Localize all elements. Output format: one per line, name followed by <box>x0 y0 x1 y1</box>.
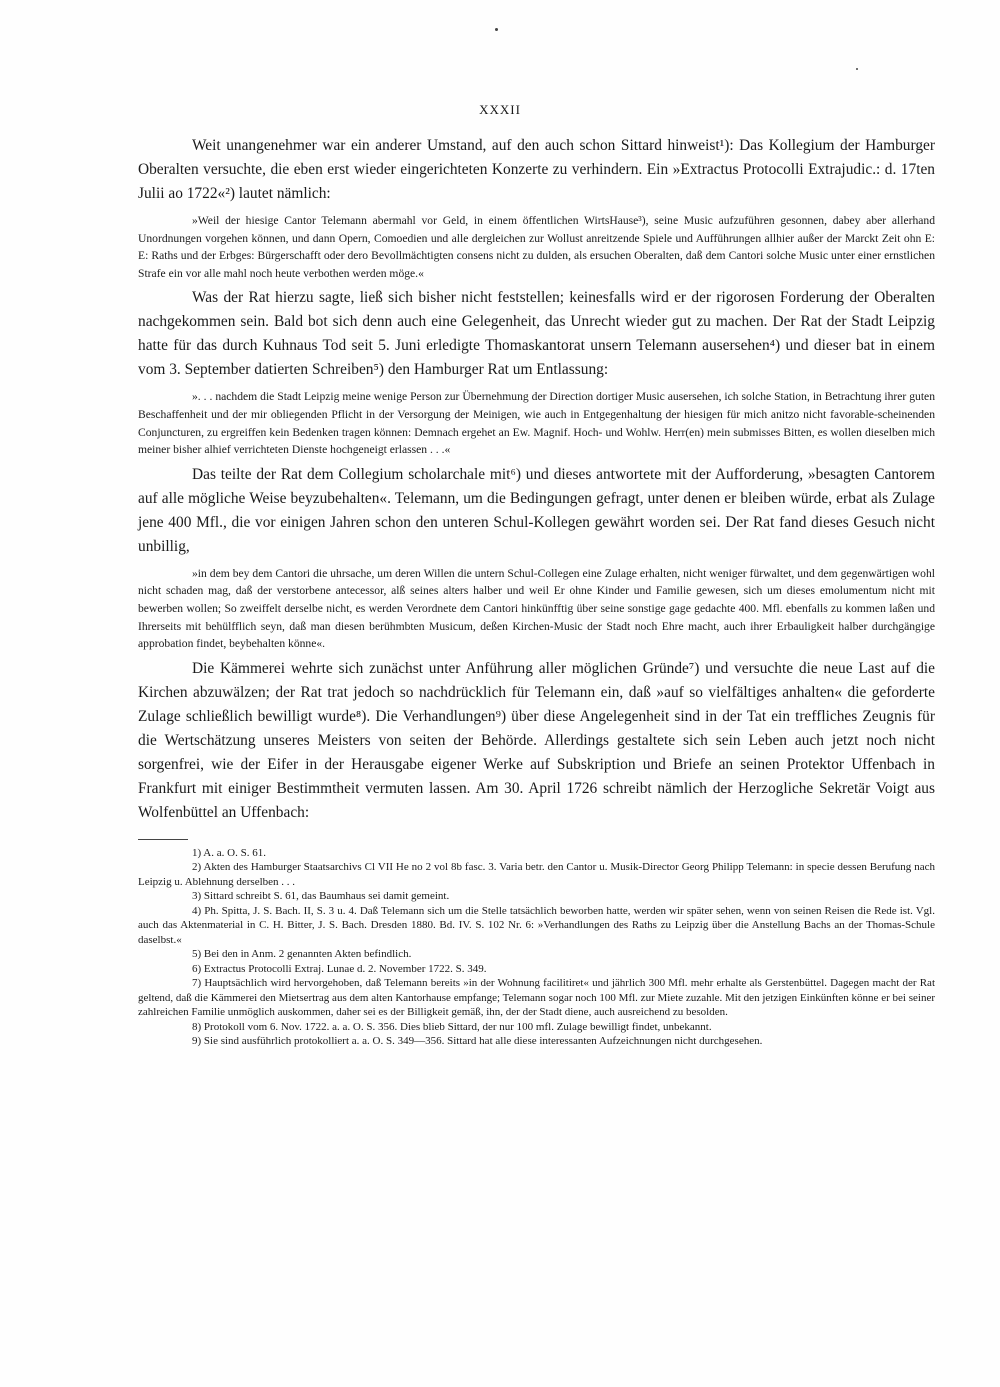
quotation: »Weil der hiesige Cantor Telemann abermahl vor Geld, in einem öffentlichen WirtsHause³), seine Music aufzuführen gesonnen, dabey aber allerhand Unordnungen vorgehen können, und dann Opern, Comoedien und alle dergleichen zur Wollust anreitzende Spiele und Aufführungen allhier außer der Marckt Zeit ohn E: E: Raths und der Erbges: Bürgerschafft oder dero Bevollmächtigten consens nicht zu dulden, als ersuchen Oberalten, daß dem Cantori solche Music unter einer ernstlichen Strafe ein vor alle mahl noch heute verbothen werden möge.« <box>138 214 935 280</box>
footnote: 9) Sie sind ausführlich protokolliert a. a. O. S. 349—356. Sittard hat alle diese interessanten Aufzeichnungen nicht durchgesehen. <box>192 1035 763 1048</box>
scan-speck <box>856 68 858 70</box>
footnote: 1) A. a. O. S. 61. <box>192 846 266 859</box>
footnote-separator <box>138 839 188 840</box>
footnote: 3) Sittard schreibt S. 61, das Baumhaus sei damit gemeint. <box>192 890 450 903</box>
paragraph: Die Kämmerei wehrte sich zunächst unter Anführung aller möglichen Gründe⁷) und versuchte die neue Last auf die Kirchen abzuwälzen; der Rat trat jedoch so nachdrücklich für Telemann ein, daß »auf so vielfältiges anhalten« die geforderte Zulage schließlich bewilligt wurde⁸). Die Verhandlungen⁹) über diese Angelegenheit sind in der Tat ein treffliches Zeugnis für die Wertschätzung unseres Meisters von seiten der Behörde. Allerdings gestaltete sich sein Leben auch jetzt noch nicht sorgenfrei, wie der Eifer in der Herausgabe eigener Werke auf Subskription und Briefe an seinen Protektor Uffenbach in Frankfurt mit einiger Bestimmtheit vermuten lassen. Am 30. April 1726 schreibt nämlich der Herzogliche Sekretär Voigt aus Wolfenbüttel an Uffenbach: <box>138 659 935 821</box>
footnote: 8) Protokoll vom 6. Nov. 1722. a. a. O. S. 356. Dies blieb Sittard, der nur 100 mfl. Zulage bewilligt findet, unbekannt. <box>192 1020 712 1033</box>
footnotes <box>138 846 935 1049</box>
footnote: 5) Bei den in Anm. 2 genannten Akten befindlich. <box>192 948 412 961</box>
main-text <box>138 134 935 1049</box>
footnote: 2) Akten des Hamburger Staatsarchivs Cl VII He no 2 vol 8b fasc. 3. Varia betr. den Cantor u. Musik-Director Georg Philipp Telemann: in specie dessen Berufung nach Leipzig u. Ablehnung derselben . . . <box>138 861 935 888</box>
footnote: 7) Hauptsächlich wird hervorgehoben, daß Telemann bereits »in der Wohnung facilitiret« und jährlich 300 Mfl. mehr erhalte als Gerstenbüttel. Dagegen macht der Rat geltend, daß die Kämmerei den Mietsertrag aus dem alten Kantorhause empfange; Telemann sogar noch 100 Mfl. zur Miete zuzahle. Mit den jetzigen Einkünften könne er bei seiner zahlreichen Familie unmöglich auskommen, daher sei es der Billigkeit gemäß, ihn, der der Stadt diene, auch ausreichend zu besolden. <box>138 977 935 1019</box>
paragraph: Was der Rat hierzu sagte, ließ sich bisher nicht feststellen; keinesfalls wird er der rigorosen Forderung der Oberalten nachgekommen sein. Bald bot sich denn auch eine Gelegenheit, das Unrecht wieder gut zu machen. Der Rat der Stadt Leipzig hatte für das durch Kuhnaus Tod seit 5. Juni erledigte Thomaskantorat unsern Telemann ausersehen⁴) und dieser bat in einem vom 3. September datierten Schreiben⁵) den Hamburger Rat um Entlassung: <box>138 289 935 379</box>
paragraph: Das teilte der Rat dem Collegium scholarchale mit⁶) und dieses antwortete mit der Aufforderung, »besagten Cantorem auf alle mögliche Weise beyzubehalten«. Telemann, um die Bedingungen gefragt, unter denen er bleiben würde, erbat als Zulage jene 400 Mfl., die vor einigen Jahren schon den unteren Schul-Kollegen gewährt worden sei. Der Rat fand dieses Gesuch nicht unbillig, <box>138 465 935 555</box>
page-number: XXXII <box>479 102 521 117</box>
scan-speck <box>495 28 498 31</box>
footnote: 4) Ph. Spitta, J. S. Bach. II, S. 3 u. 4. Daß Telemann sich um die Stelle tatsächlich beworben hatte, werden wir später sehen, wenn von seinen Reisen die Rede ist. Vgl. auch das Aktenmaterial in C. H. Bitter, J. S. Bach. Dresden 1880. Bd. IV. S. 102 Nr. 6: »Verhandlungen des Raths zu Leipzig über die Anstellung Bachs an der Thomas-Schule daselbst.« <box>138 904 935 946</box>
quotation: ». . . nachdem die Stadt Leipzig meine wenige Person zur Übernehmung der Direction dortiger Music ausersehen, ich solche Station, in Betrachtung ihrer guten Beschaffenheit und der mir obliegenden Pflicht in der Versorgung der Meinigen, wie auch in Entgegenhaltung der hiesigen für mich anitzo nicht favorable-scheinenden Conjuncturen, zu ergreiffen kein Bedenken tragen können: Demnach ergehet an Ew. Magnif. Hoch- und Wohlw. Herr(en) mein submisses Bitten, es wollen dieselben mich meiner bisher alhief verrichteten Dienste hochgeneigt erlassen . . .« <box>138 390 935 457</box>
paragraph: Weit unangenehmer war ein anderer Umstand, auf den auch schon Sittard hinweist¹): Das Kollegium der Hamburger Oberalten versuchte, die eben erst wieder eingerichteten Konzerte zu verhindern. Ein »Extractus Protocolli Extrajudic.: d. 17ten Julii ao 1722«²) lautet nämlich: <box>138 137 935 202</box>
footnote: 6) Extractus Protocolli Extraj. Lunae d. 2. November 1722. S. 349. <box>192 962 487 975</box>
quotation: »in dem bey dem Cantori die uhrsache, um deren Willen die untern Schul-Collegen eine Zulage erhalten, nicht weniger fürwaltet, und dem gegenwärtigen wohl nicht schaden mag, daß der verstorbene antecessor, alß seines alters halber und weil Er ohne Kinder und Familie gewesen, sich um dieses emolumentum nicht mit bewerben wollen; So zweiffelt derselbe nicht, es werden Verordnete dem Cantori hinkünfftig über seine sonstige gage gedachte 400. Mfl. ebenfalls zu kommen laßen und Ihrerseits mit behülfflich seyn, daß man diesen berühmbten Musicum, deßen Kirchen-Music der Stadt noch Ehre macht, auch ihrer Erbauligkeit halber durchgängige approbation findet, beybehalten könne«. <box>138 566 935 651</box>
